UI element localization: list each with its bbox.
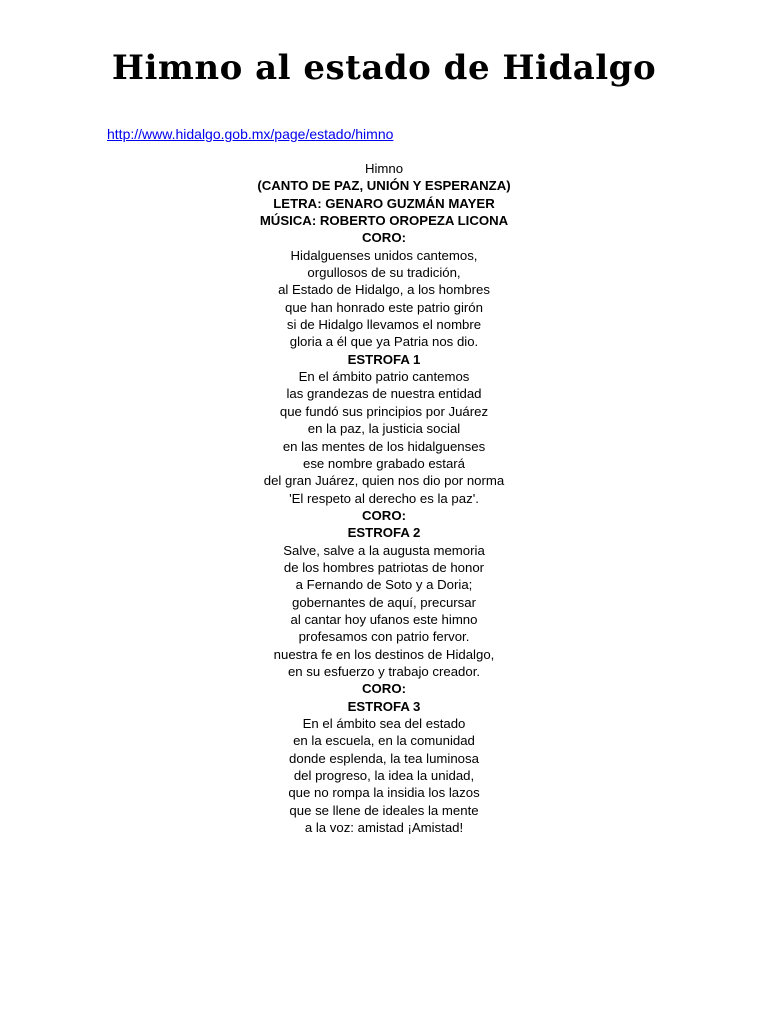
hymn-lyrics [0,160,768,836]
verse-line: orgullosos de su tradición, [307,265,461,281]
hymn-heading: Himno [364,161,404,176]
verse-line: profesamos con patrio fervor. [298,629,470,645]
verse-line: 'El respeto al derecho es la paz'. [289,490,479,506]
verse-line: ese nombre grabado estará [302,455,466,471]
verse-line: gobernantes de aquí, precursar [291,594,476,610]
section-heading: ESTROFA 2 [347,525,421,541]
verse-line: en la paz, la justicia social [307,421,461,437]
document-title: Himno al estado de Hidalgo [111,48,657,88]
section-heading: CORO: [362,507,406,523]
verse-line: que han honrado este patrio girón [285,299,483,315]
verse-line: En el ámbito patrio cantemos [298,369,470,385]
verse-line: del progreso, la idea la unidad, [293,768,475,784]
hymn-credit-line: MÚSICA: ROBERTO OROPEZA LICONA [259,213,509,229]
verse-line: gloria a él que ya Patria nos dio. [289,334,479,350]
section-heading: CORO: [362,230,406,246]
verse-line: las grandezas de nuestra entidad [286,386,482,402]
verse-line: que fundó sus principios por Juárez [279,403,489,419]
section-heading: ESTROFA 3 [347,698,421,714]
verse-line: si de Hidalgo llevamos el nombre [286,317,482,333]
source-link[interactable]: http://www.hidalgo.gob.mx/page/estado/himno [107,126,394,142]
hymn-credit-line: (CANTO DE PAZ, UNIÓN Y ESPERANZA) [257,178,511,194]
verse-line: al cantar hoy ufanos este himno [290,611,478,627]
verse-line: nuestra fe en los destinos de Hidalgo, [273,646,495,662]
verse-line: del gran Juárez, quien nos dio por norma [263,473,505,489]
verse-line: En el ámbito sea del estado [302,716,466,731]
verse-line: a la voz: amistad ¡Amistad! [304,820,464,836]
verse-line: en las mentes de los hidalguenses [282,438,486,454]
verse-line: que no rompa la insidia los lazos [288,785,480,801]
verse-line: a Fernando de Soto y a Doria; [295,577,473,593]
verse-line: que se llene de ideales la mente [289,802,479,818]
verse-line: Hidalguenses unidos cantemos, [290,247,478,263]
hymn-credit-line: LETRA: GENARO GUZMÁN MAYER [273,195,495,211]
verse-line: en su esfuerzo y trabajo creador. [287,663,481,679]
verse-line: al Estado de Hidalgo, a los hombres [278,282,490,298]
section-heading: ESTROFA 1 [347,351,421,367]
verse-line: Salve, salve a la augusta memoria [283,542,485,558]
verse-line: de los hombres patriotas de honor [283,559,485,575]
verse-line: en la escuela, en la comunidad [293,733,475,749]
verse-line: donde esplenda, la tea luminosa [289,750,479,766]
section-heading: CORO: [362,681,406,697]
